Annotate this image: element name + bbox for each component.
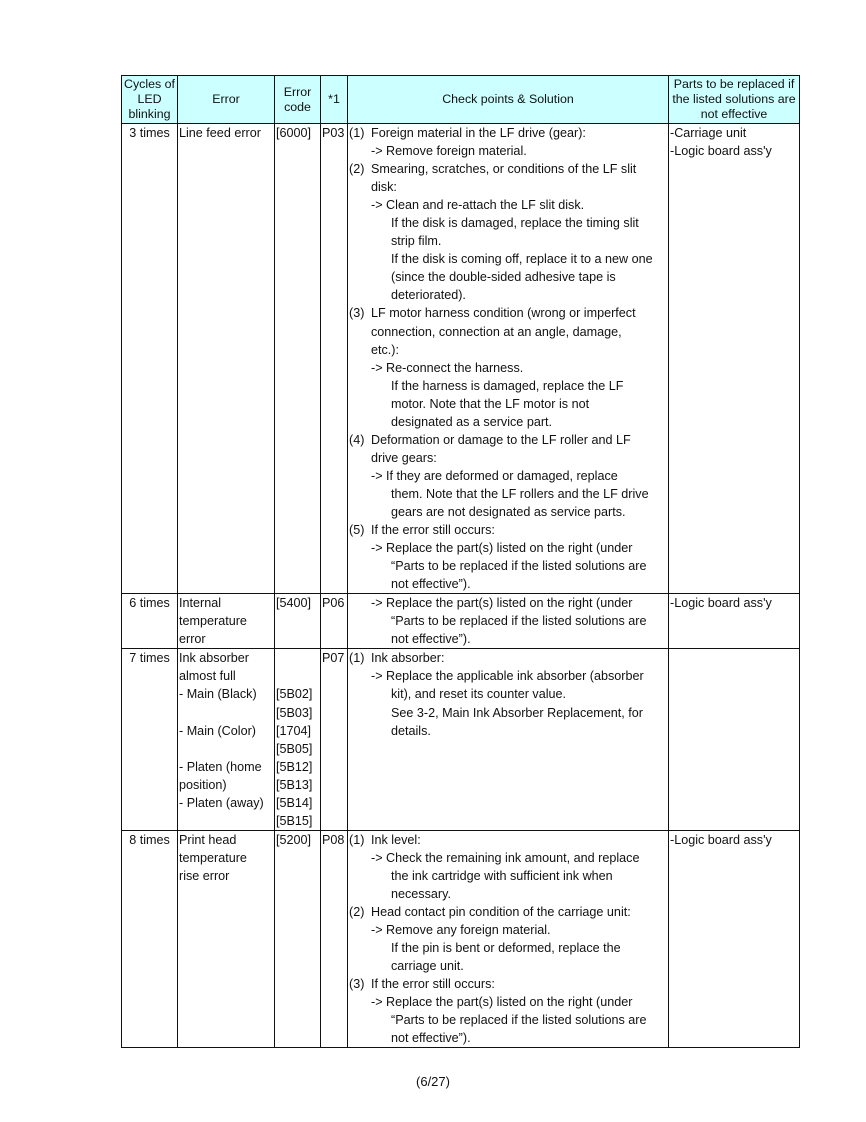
cycles-value: 6 times [129, 596, 170, 611]
error-name-line: Print head [179, 832, 237, 847]
check-point-line: -> Check the remaining ink amount, and replace [371, 850, 640, 865]
part-item: -Logic board ass'y [670, 144, 772, 159]
check-point-text: If the error still occurs: [371, 523, 495, 538]
check-point-line: disk: [371, 180, 397, 195]
parts-cell [669, 594, 800, 649]
cycles-cell [122, 830, 178, 1048]
error-name-line: error [179, 632, 206, 647]
error-name-line: rise error [179, 868, 230, 883]
cycles-value: 8 times [129, 832, 170, 847]
error-code-value: [5B13] [276, 777, 313, 792]
error-code-value [276, 667, 319, 685]
check-point-text: Ink level: [371, 832, 421, 847]
error-name-line [179, 704, 273, 722]
part-item: -Carriage unit [670, 126, 747, 140]
error-table [121, 75, 800, 1048]
parts-cell [669, 649, 800, 830]
check-point-line: If the pin is bent or deformed, replace the [391, 941, 621, 956]
error-name-line: Ink absorber [179, 651, 250, 666]
check-point-number: (5) [349, 523, 365, 538]
check-point-line [349, 649, 667, 667]
ref-cell [321, 649, 348, 830]
check-point-line [349, 304, 667, 322]
ref-cell [321, 594, 348, 649]
check-point-number: (2) [349, 905, 365, 920]
check-point-line: designated as a service part. [391, 414, 553, 429]
check-point-number: (3) [349, 306, 365, 321]
parts-cell [669, 124, 800, 594]
table-row [122, 830, 800, 1048]
check-point-line: (since the double-sided adhesive tape is [391, 270, 616, 285]
error-name-line: - Main (Black) [179, 687, 257, 702]
check-point-text: Head contact pin condition of the carriage unit: [371, 905, 631, 920]
check-point-line: carriage unit. [391, 959, 464, 974]
error-name-line: - Platen (away) [179, 795, 264, 810]
error-name-line: temperature [179, 850, 247, 865]
check-point-line: -> Replace the part(s) listed on the right (under [371, 541, 633, 556]
table-header-row [122, 76, 800, 124]
check-points-cell [348, 594, 669, 649]
check-point-line: necessary. [391, 886, 451, 901]
error-code-cell [275, 594, 321, 649]
check-point-line [349, 975, 667, 993]
check-point-line: etc.): [371, 342, 399, 357]
part-item: -Logic board ass'y [670, 596, 772, 611]
check-point-line: -> Remove any foreign material. [371, 923, 551, 938]
check-point-line: -> Re-connect the harness. [371, 360, 524, 375]
check-point-line: “Parts to be replaced if the listed solutions are [391, 559, 647, 574]
check-point-line: “Parts to be replaced if the listed solutions are [391, 614, 647, 629]
error-code-value: [5B03] [276, 705, 313, 720]
check-point-text: Deformation or damage to the LF roller and LF [371, 432, 631, 447]
check-point-line: details. [391, 723, 431, 738]
check-points-cell [348, 649, 669, 830]
check-point-number: (4) [349, 432, 365, 447]
error-name-line [179, 812, 273, 830]
check-point-line: gears are not designated as service parts. [391, 504, 626, 519]
check-point-text: Ink absorber: [371, 651, 445, 666]
check-point-line [349, 521, 667, 539]
ref-value: P07 [322, 651, 345, 666]
ref-value: P03 [322, 126, 345, 140]
check-point-line: -> If they are deformed or damaged, replace [371, 468, 618, 483]
error-code-value: [5B02] [276, 687, 313, 702]
check-point-line: If the harness is damaged, replace the LF [391, 378, 624, 393]
error-cell [178, 830, 275, 1048]
check-point-line: kit), and reset its counter value. [391, 687, 566, 702]
error-code-value: [5B14] [276, 795, 313, 810]
error-cell [178, 124, 275, 594]
check-point-line: -> Remove foreign material. [371, 144, 527, 159]
check-point-line: -> Replace the part(s) listed on the right (under [371, 995, 633, 1010]
error-name-line: position) [179, 777, 227, 792]
ref-value: P08 [322, 832, 345, 847]
check-point-line: “Parts to be replaced if the listed solutions are [391, 1013, 647, 1028]
check-points-cell [348, 124, 669, 594]
error-name-line: - Main (Color) [179, 723, 256, 738]
cycles-cell [122, 594, 178, 649]
check-point-line [349, 160, 667, 178]
cycles-value: 3 times [129, 126, 170, 140]
check-point-line: connection, connection at an angle, damage, [371, 324, 622, 339]
check-point-number: (1) [349, 651, 365, 666]
error-code-value: [5B12] [276, 759, 313, 774]
check-point-text: Smearing, scratches, or conditions of the LF slit [371, 162, 637, 177]
check-point-line: not effective”). [391, 577, 471, 592]
error-name-line: - Platen (home [179, 759, 262, 774]
check-point-line: drive gears: [371, 450, 437, 465]
check-point-number: (3) [349, 977, 365, 992]
ref-value: P06 [322, 596, 345, 611]
check-point-line: -> Replace the applicable ink absorber (absorber [371, 669, 644, 684]
cycles-cell [122, 124, 178, 594]
check-point-text: LF motor harness condition (wrong or imperfect [371, 306, 636, 321]
check-point-line: the ink cartridge with sufficient ink when [391, 868, 613, 883]
error-name-line: temperature [179, 614, 247, 629]
error-code-cell [275, 124, 321, 594]
cycles-value: 7 times [129, 651, 170, 666]
check-point-number: (1) [349, 832, 365, 847]
page-number: (6/27) [416, 1074, 450, 1089]
error-name-line [179, 740, 273, 758]
check-point-line: -> Clean and re-attach the LF slit disk. [371, 198, 585, 213]
check-point-line [349, 431, 667, 449]
error-code-value: [5B05] [276, 741, 313, 756]
check-point-line: not effective”). [391, 1031, 471, 1046]
check-point-number: (1) [349, 126, 365, 140]
error-code-value [276, 649, 319, 667]
ref-cell [321, 124, 348, 594]
header-check-points: Check points & Solution [348, 76, 669, 124]
part-item: -Logic board ass'y [670, 832, 772, 847]
check-point-line: If the disk is damaged, replace the timing slit [391, 216, 639, 231]
header-cycles: Cycles of LED blinking [122, 76, 178, 124]
check-point-line [349, 124, 667, 142]
check-point-line: See 3-2, Main Ink Absorber Replacement, for [391, 705, 644, 720]
ref-cell [321, 830, 348, 1048]
error-cell [178, 594, 275, 649]
check-point-text: If the error still occurs: [371, 977, 495, 992]
error-name-line: almost full [179, 669, 236, 684]
table-row [122, 124, 800, 594]
table-row [122, 594, 800, 649]
check-point-line: not effective”). [391, 632, 471, 647]
error-code-cell [275, 830, 321, 1048]
check-point-number: (2) [349, 162, 365, 177]
check-point-text: Foreign material in the LF drive (gear): [371, 126, 586, 140]
check-point-line: them. Note that the LF rollers and the LF drive [391, 486, 649, 501]
error-code-value: [5400] [276, 596, 312, 611]
error-code-value: [6000] [276, 126, 312, 140]
check-points-cell [348, 830, 669, 1048]
cycles-cell [122, 649, 178, 830]
error-code-value: [5200] [276, 832, 312, 847]
header-error-code: Error code [275, 76, 321, 124]
header-note: *1 [321, 76, 348, 124]
header-error: Error [178, 76, 275, 124]
parts-cell [669, 830, 800, 1048]
error-name-line: Line feed error [179, 126, 261, 140]
check-point-line: strip film. [391, 234, 442, 249]
error-name-line: Internal [179, 596, 222, 611]
check-point-line: If the disk is coming off, replace it to a new one [391, 252, 653, 267]
error-cell [178, 649, 275, 830]
check-point-line: -> Replace the part(s) listed on the right (under [371, 596, 633, 611]
error-code-cell [275, 649, 321, 830]
error-code-value: [1704] [276, 723, 312, 738]
check-point-line [349, 831, 667, 849]
check-point-line: motor. Note that the LF motor is not [391, 396, 590, 411]
table-row [122, 649, 800, 830]
check-point-line: deteriorated). [391, 288, 466, 303]
header-parts: Parts to be replaced if the listed solutions are not effective [669, 76, 800, 124]
error-code-value: [5B15] [276, 813, 313, 828]
check-point-line [349, 903, 667, 921]
